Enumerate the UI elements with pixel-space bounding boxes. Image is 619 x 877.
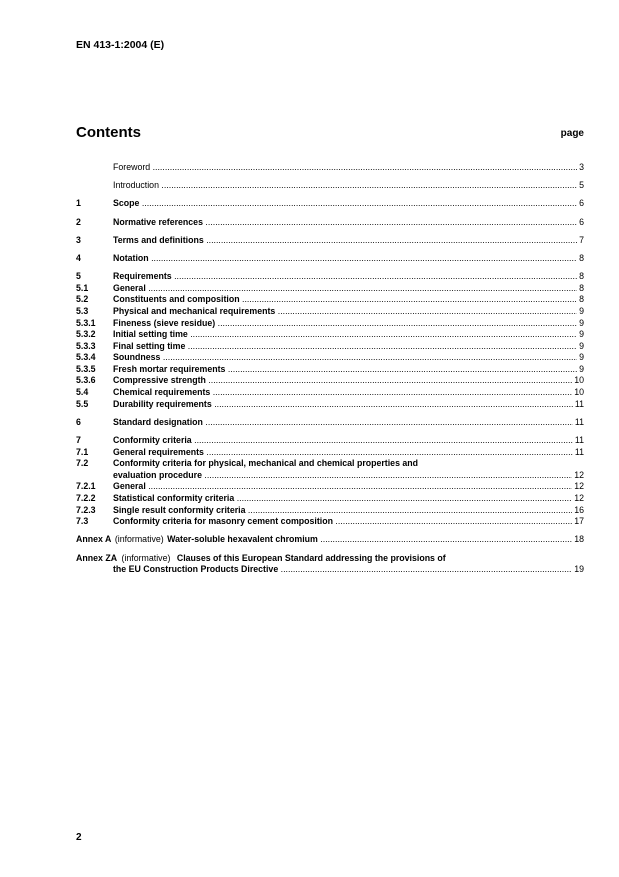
annex-title-line xyxy=(76,553,584,565)
toc-entry-number: 7.2.1 xyxy=(76,481,96,492)
toc-entry-title: Fineness (sieve residue) ..... xyxy=(113,318,577,330)
toc-entry-page: 18 xyxy=(574,534,584,545)
toc-annex-entry[interactable] xyxy=(76,534,584,546)
toc-entry-page: 11 xyxy=(574,446,584,457)
toc-entry-number: 5.5 xyxy=(76,398,89,409)
toc-entry-page: 8 xyxy=(579,294,584,305)
annex-informative-tag: (informative) xyxy=(121,552,171,563)
toc-entry[interactable] xyxy=(76,235,584,247)
toc-entry-title-continuation: evaluation procedure ..... xyxy=(113,470,572,482)
toc-entry[interactable] xyxy=(76,217,584,229)
toc-entry-number: 5.4 xyxy=(76,387,89,398)
toc-entry[interactable] xyxy=(76,364,584,376)
toc-annex-entry-continuation[interactable] xyxy=(76,564,584,576)
toc-entry-number: 7 xyxy=(76,435,81,446)
toc-entry-title: Scope ..... xyxy=(113,198,577,210)
document-id-header: EN 413-1:2004 (E) xyxy=(76,39,165,51)
toc-entry[interactable] xyxy=(76,435,584,447)
toc-entry-page: 8 xyxy=(579,282,584,293)
table-of-contents xyxy=(76,162,584,576)
toc-entry-page: 5 xyxy=(579,180,584,191)
toc-entry[interactable] xyxy=(76,470,584,482)
toc-annex-entry[interactable] xyxy=(76,553,584,565)
toc-entry[interactable] xyxy=(76,329,584,341)
toc-entry-number: 5.3.5 xyxy=(76,363,96,374)
toc-entry-title: Statistical conformity criteria ..... xyxy=(113,493,572,505)
toc-entry-page: 16 xyxy=(574,504,584,515)
page-column-label: page xyxy=(560,128,584,139)
annex-label: Annex ZA xyxy=(76,552,118,563)
toc-entry[interactable] xyxy=(76,516,584,528)
toc-entry-page: 8 xyxy=(579,252,584,263)
toc-entry-page: 9 xyxy=(579,305,584,316)
toc-entry[interactable] xyxy=(76,198,584,210)
toc-entry-title: General requirements ..... xyxy=(113,447,573,459)
toc-entry-number: 5.3.4 xyxy=(76,352,96,363)
toc-entry-title: Foreword ..... xyxy=(113,162,577,174)
toc-entry-title: Soundness ..... xyxy=(113,352,577,364)
toc-entry-title: General ..... xyxy=(113,283,577,295)
toc-entry-title: Conformity criteria ..... xyxy=(113,435,573,447)
toc-entry-title: Standard designation ..... xyxy=(113,417,573,429)
toc-entry-page: 9 xyxy=(579,317,584,328)
annex-title-continuation: the EU Construction Products Directive ..... xyxy=(76,564,572,576)
toc-entry-number: 5.3 xyxy=(76,305,89,316)
toc-entry[interactable] xyxy=(76,387,584,399)
toc-entry-page: 9 xyxy=(579,329,584,340)
toc-entry-number: 5.1 xyxy=(76,282,89,293)
toc-entry-page: 19 xyxy=(574,564,584,575)
toc-entry-title: Constituents and composition ..... xyxy=(113,294,577,306)
toc-entry[interactable] xyxy=(76,306,584,318)
toc-entry[interactable] xyxy=(76,447,584,459)
toc-entry-title: Requirements ..... xyxy=(113,271,577,283)
toc-entry-page: 11 xyxy=(574,416,584,427)
toc-entry-title: Fresh mortar requirements ..... xyxy=(113,364,577,376)
toc-entry-page: 12 xyxy=(574,493,584,503)
toc-entry[interactable] xyxy=(76,162,584,174)
toc-entry-page: 12 xyxy=(574,481,584,492)
toc-entry-number: 7.2.3 xyxy=(76,504,96,515)
toc-entry-title: Notation ..... xyxy=(113,253,577,265)
toc-entry-title: General ..... xyxy=(113,481,572,493)
toc-entry[interactable] xyxy=(76,505,584,517)
toc-entry[interactable] xyxy=(76,493,584,505)
toc-entry[interactable] xyxy=(76,318,584,330)
toc-entry-number: 6 xyxy=(76,416,81,427)
toc-entry-page: 10 xyxy=(574,387,584,398)
toc-entry-number: 4 xyxy=(76,252,81,263)
toc-entry-page: 9 xyxy=(579,352,584,363)
toc-entry-page: 7 xyxy=(579,234,584,245)
toc-entry-number: 7.2 xyxy=(76,458,89,469)
toc-entry-number: 7.3 xyxy=(76,516,89,527)
toc-entry[interactable] xyxy=(76,481,584,493)
toc-entry[interactable] xyxy=(76,399,584,411)
toc-entry-number: 3 xyxy=(76,234,81,245)
toc-entry-page: 3 xyxy=(579,162,584,172)
toc-entry-number: 2 xyxy=(76,216,81,227)
toc-entry-title: Single result conformity criteria ..... xyxy=(113,505,572,517)
toc-entry-page: 11 xyxy=(574,398,584,409)
annex-label: Annex A xyxy=(76,534,112,545)
toc-entry-number: 1 xyxy=(76,198,81,209)
toc-entry-title: Conformity criteria for masonry cement composition ..... xyxy=(113,516,572,528)
toc-entry-page: 8 xyxy=(579,271,584,282)
page-number: 2 xyxy=(76,832,82,843)
toc-entry-title: Terms and definitions ..... xyxy=(113,235,577,247)
toc-entry-number: 5.3.1 xyxy=(76,317,96,328)
toc-entry[interactable] xyxy=(76,271,584,283)
toc-entry-number: 7.2.2 xyxy=(76,493,96,503)
toc-entry[interactable] xyxy=(76,417,584,429)
toc-entry-number: 7.1 xyxy=(76,446,89,457)
toc-entry[interactable] xyxy=(76,375,584,387)
toc-entry-title: Physical and mechanical requirements ..... xyxy=(113,306,577,318)
annex-title: Clauses of this European Standard addressing the provisions of xyxy=(176,552,446,563)
toc-entry-number: 5.3.2 xyxy=(76,329,96,340)
toc-entry-title: Conformity criteria for physical, mechanical and chemical properties and xyxy=(113,458,419,469)
toc-entry-number: 5.3.3 xyxy=(76,340,96,351)
toc-entry-title: Durability requirements ..... xyxy=(113,399,573,411)
toc-entry-page: 11 xyxy=(574,435,584,446)
page-title: Contents xyxy=(76,124,141,141)
toc-entry-page: 9 xyxy=(579,340,584,351)
toc-entry-number: 5.3.6 xyxy=(76,375,96,386)
toc-entry-page: 12 xyxy=(574,469,584,480)
toc-entry-title: Normative references ..... xyxy=(113,217,577,229)
toc-entry-page: 17 xyxy=(574,516,584,527)
toc-entry-number: 5.2 xyxy=(76,294,89,305)
toc-entry[interactable] xyxy=(76,294,584,306)
toc-entry-title: Chemical requirements ..... xyxy=(113,387,572,399)
toc-entry-title: Final setting time ..... xyxy=(113,341,577,353)
toc-entry-title: Initial setting time ..... xyxy=(113,329,577,341)
toc-entry-page: 9 xyxy=(579,363,584,374)
toc-entry[interactable] xyxy=(76,341,584,353)
toc-entry[interactable] xyxy=(76,352,584,364)
toc-entry-number: 5 xyxy=(76,271,81,282)
toc-entry-page: 6 xyxy=(579,198,584,209)
annex-title: Water-soluble hexavalent chromium xyxy=(167,534,318,545)
toc-entry[interactable] xyxy=(76,253,584,265)
annex-informative-tag: (informative) xyxy=(114,534,164,545)
toc-entry[interactable] xyxy=(76,180,584,192)
toc-entry[interactable] xyxy=(76,283,584,295)
toc-entry-title: Introduction ..... xyxy=(113,180,577,192)
annex-title-line xyxy=(76,534,572,546)
toc-entry[interactable] xyxy=(76,458,584,470)
toc-entry-title: Compressive strength ..... xyxy=(113,375,572,387)
toc-entry-page: 10 xyxy=(574,375,584,386)
toc-entry-page: 6 xyxy=(579,216,584,227)
